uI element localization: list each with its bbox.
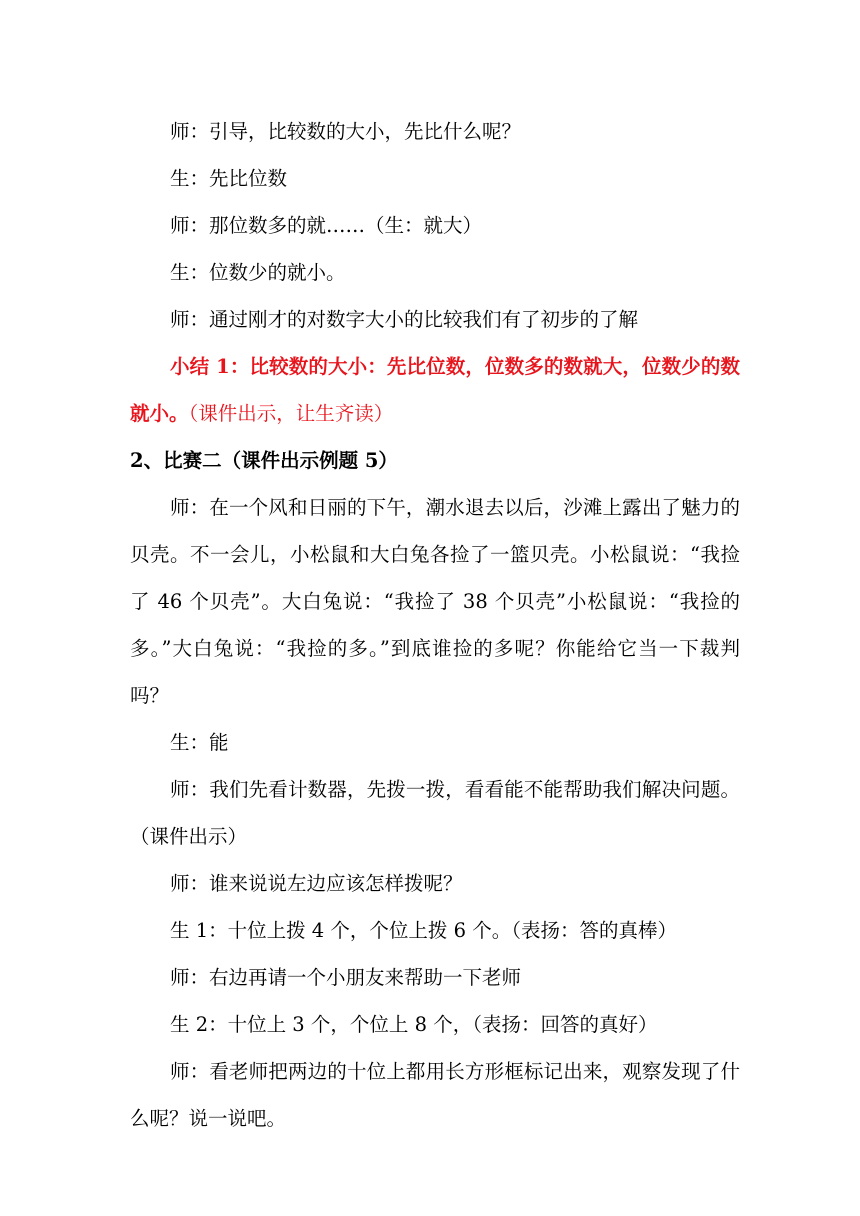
section-heading-number: 2、 xyxy=(130,449,164,472)
paragraph-student-digits: 生：先比位数 xyxy=(170,167,288,190)
paragraph-teacher-left-side: 师：谁来说说左边应该怎样拨呢？ xyxy=(170,872,463,895)
summary-1-paragraph xyxy=(130,343,740,437)
paragraph-teacher-comparison: 师：通过刚才的对数字大小的比较我们有了初步的了解 xyxy=(170,308,639,331)
summary-1-note: （课件出示，让生齐读） xyxy=(188,402,394,425)
paragraph-shell-story: 师：在一个风和日丽的下午，潮水退去以后，沙滩上露出了魅力的贝壳。不一会儿，小松鼠和大白兔各捡了一篮贝壳。小松鼠说：“我捡了 46 个贝壳”。大白兔说：“我捡了 38 个贝壳”小松鼠说：“我捡的多。”大白兔说：“我捡的多。”到底谁捡的多呢？你能给它当一下裁判吗？ xyxy=(130,496,740,707)
paragraph-teacher-more-digits: 师：那位数多的就……（生：就大） xyxy=(170,214,483,237)
summary-1-bold-text: 小结 1：比较数的大小：先比位数，位数多的数就大，位数少的数就小。 xyxy=(130,355,740,425)
section-heading-competition-2 xyxy=(130,437,740,484)
paragraph-teacher-right-side: 师：右边再请一个小朋友来帮助一下老师 xyxy=(170,966,522,989)
section-heading-text: 比赛二（课件出示例题 5） xyxy=(163,449,398,472)
paragraph-teacher-guide: 师：引导，比较数的大小，先比什么呢？ xyxy=(170,120,522,143)
paragraph-teacher-counter: 师：我们先看计数器，先拨一拨，看看能不能帮助我们解决问题。（课件出示） xyxy=(130,778,740,848)
paragraph-teacher-observe: 师：看老师把两边的十位上都用长方形框标记出来，观察发现了什么呢？说一说吧。 xyxy=(130,1060,740,1130)
paragraph-student-2-answer: 生 2：十位上 3 个，个位上 8 个，（表扬：回答的真好） xyxy=(170,1013,658,1036)
paragraph-student-fewer-digits: 生：位数少的就小。 xyxy=(170,261,346,284)
paragraph-student-can: 生：能 xyxy=(170,731,229,754)
document-body xyxy=(130,108,740,1142)
paragraph-student-1-answer: 生 1：十位上拨 4 个，个位上拨 6 个。（表扬：答的真棒） xyxy=(170,919,677,942)
